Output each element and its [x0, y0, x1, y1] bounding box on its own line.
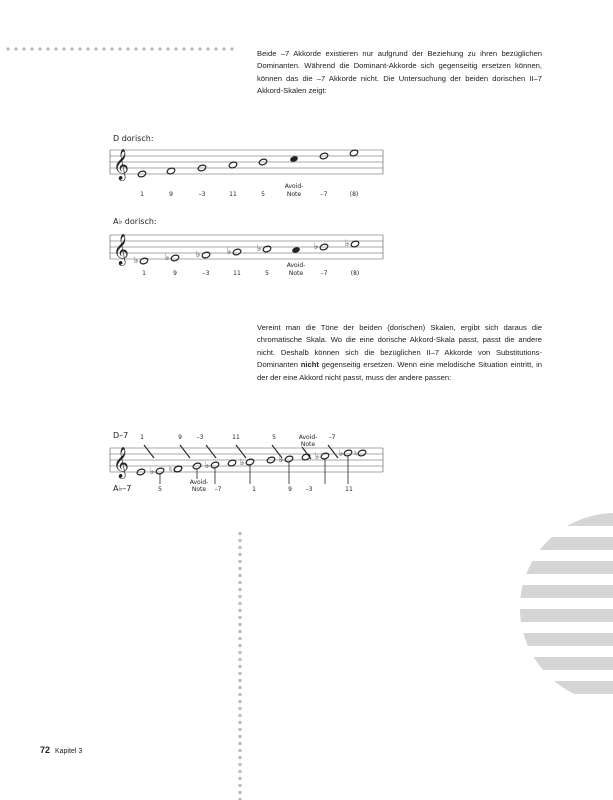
notes — [136, 449, 366, 477]
example-ab-dorian — [110, 217, 383, 277]
svg-text:♭: ♭ — [257, 244, 262, 254]
svg-text:♭: ♭ — [279, 455, 284, 465]
degree-label: 11 — [229, 191, 237, 198]
degree-label: 5 — [261, 191, 265, 198]
note — [240, 458, 255, 468]
degree-label: 11 — [233, 270, 241, 277]
note — [134, 256, 149, 266]
page-number: 72 — [40, 745, 51, 755]
degree-label: Note — [286, 191, 302, 198]
paragraph-text: Vereint man die Töne der beiden (dorischen) Skalen, ergibt sich daraus die chromatische Skala. Wo die eine dorische Akkord-Skala passt, passt die andere nicht. Deshalb können sich die bezüglichen II–7 Akkorde von Substitutions-Dominanten — [257, 323, 542, 370]
note — [227, 247, 242, 257]
degree-label: 5 — [265, 270, 269, 277]
degree-label: Note — [300, 441, 316, 448]
svg-text:♭: ♭ — [227, 247, 232, 257]
degree-label: –3 — [305, 486, 313, 493]
degree-label: –7 — [320, 270, 328, 277]
degree-label: 5 — [272, 434, 276, 441]
svg-text:♭: ♭ — [150, 467, 155, 477]
degree-label: 1 — [142, 270, 146, 277]
degree-label: 9 — [173, 270, 177, 277]
degree-label: 1 — [252, 486, 256, 493]
treble-clef-icon: 𝄞 — [113, 234, 129, 265]
degree-label: –7 — [320, 191, 328, 198]
svg-text:♭: ♭ — [240, 458, 245, 468]
note — [315, 452, 330, 462]
degree-label: (8) — [350, 270, 360, 277]
degree-label: Note — [288, 270, 304, 277]
svg-text:♮: ♮ — [169, 465, 172, 474]
degree-label: Note — [191, 486, 207, 493]
scale-degrees — [140, 183, 358, 198]
svg-text:♭: ♭ — [134, 256, 139, 266]
example-d-dorian — [110, 134, 383, 198]
degree-label: Avoid- — [189, 479, 209, 486]
degree-label: –7 — [214, 486, 222, 493]
note — [169, 465, 183, 474]
example-title: D dorisch: — [113, 134, 154, 143]
degree-label: –7 — [328, 434, 336, 441]
staff — [110, 235, 383, 259]
note — [257, 244, 272, 254]
svg-text:♮: ♮ — [354, 449, 357, 458]
degree-label: 11 — [345, 486, 353, 493]
chord-label-ab-minor7: A♭–7 — [113, 484, 132, 493]
paragraph-intro: Beide –7 Akkorde existieren nur aufgrund der Beziehung zu ihren bezüglichen Dominanten. Während die Dominant-Akkorde sich gegenseitig ersetzen können, können das die –7 Akkorde nicht. Die Untersuchung der beiden dorischen II–7 Akkord-Skalen zeigt: — [257, 49, 542, 96]
degree-label: Avoid- — [298, 434, 318, 441]
degree-label: 9 — [288, 486, 292, 493]
bottom-degrees — [158, 479, 353, 493]
note — [196, 250, 211, 260]
svg-text:♭: ♭ — [314, 242, 319, 252]
degree-label: 1 — [140, 434, 144, 441]
degree-label: 5 — [158, 486, 162, 493]
degree-label: Avoid- — [284, 183, 304, 190]
paragraph-text: gegenseitig ersetzen. Wenn eine melodische Situation eintritt, in der der eine Akkord nicht passt, muss der andere passen: — [257, 360, 542, 382]
notes — [134, 239, 360, 266]
note — [345, 239, 360, 249]
svg-text:♭: ♭ — [196, 250, 201, 260]
staff — [110, 150, 383, 174]
svg-text:♭: ♭ — [345, 239, 350, 249]
scale-degrees — [142, 262, 359, 277]
degree-label: Avoid- — [286, 262, 306, 269]
chapter-label: Kapitel 3 — [54, 748, 83, 755]
degree-label: 11 — [232, 434, 240, 441]
note — [354, 449, 367, 458]
decorative-stripes — [520, 513, 613, 703]
degree-label: 1 — [140, 191, 144, 198]
degree-label: –3 — [202, 270, 210, 277]
svg-text:♭: ♭ — [315, 452, 320, 462]
treble-clef-icon: 𝄞 — [113, 149, 129, 180]
chord-label-d-minor7: D–7 — [113, 431, 129, 440]
degree-label: –3 — [198, 191, 206, 198]
example-title: A♭ dorisch: — [113, 217, 157, 226]
top-degrees — [140, 434, 336, 448]
note — [165, 253, 180, 263]
degree-label: 9 — [169, 191, 173, 198]
treble-clef-icon: 𝄞 — [113, 447, 129, 478]
notes — [137, 149, 358, 178]
svg-text:♭: ♭ — [205, 461, 210, 471]
degree-label: –3 — [196, 434, 204, 441]
svg-text:♭: ♭ — [339, 449, 344, 459]
svg-text:♭: ♭ — [165, 253, 170, 263]
emphasis-nicht: nicht — [300, 360, 319, 370]
page-footer — [40, 745, 82, 755]
degree-label: 9 — [178, 434, 182, 441]
example-combined — [110, 431, 383, 493]
degree-label: (8) — [349, 191, 359, 198]
